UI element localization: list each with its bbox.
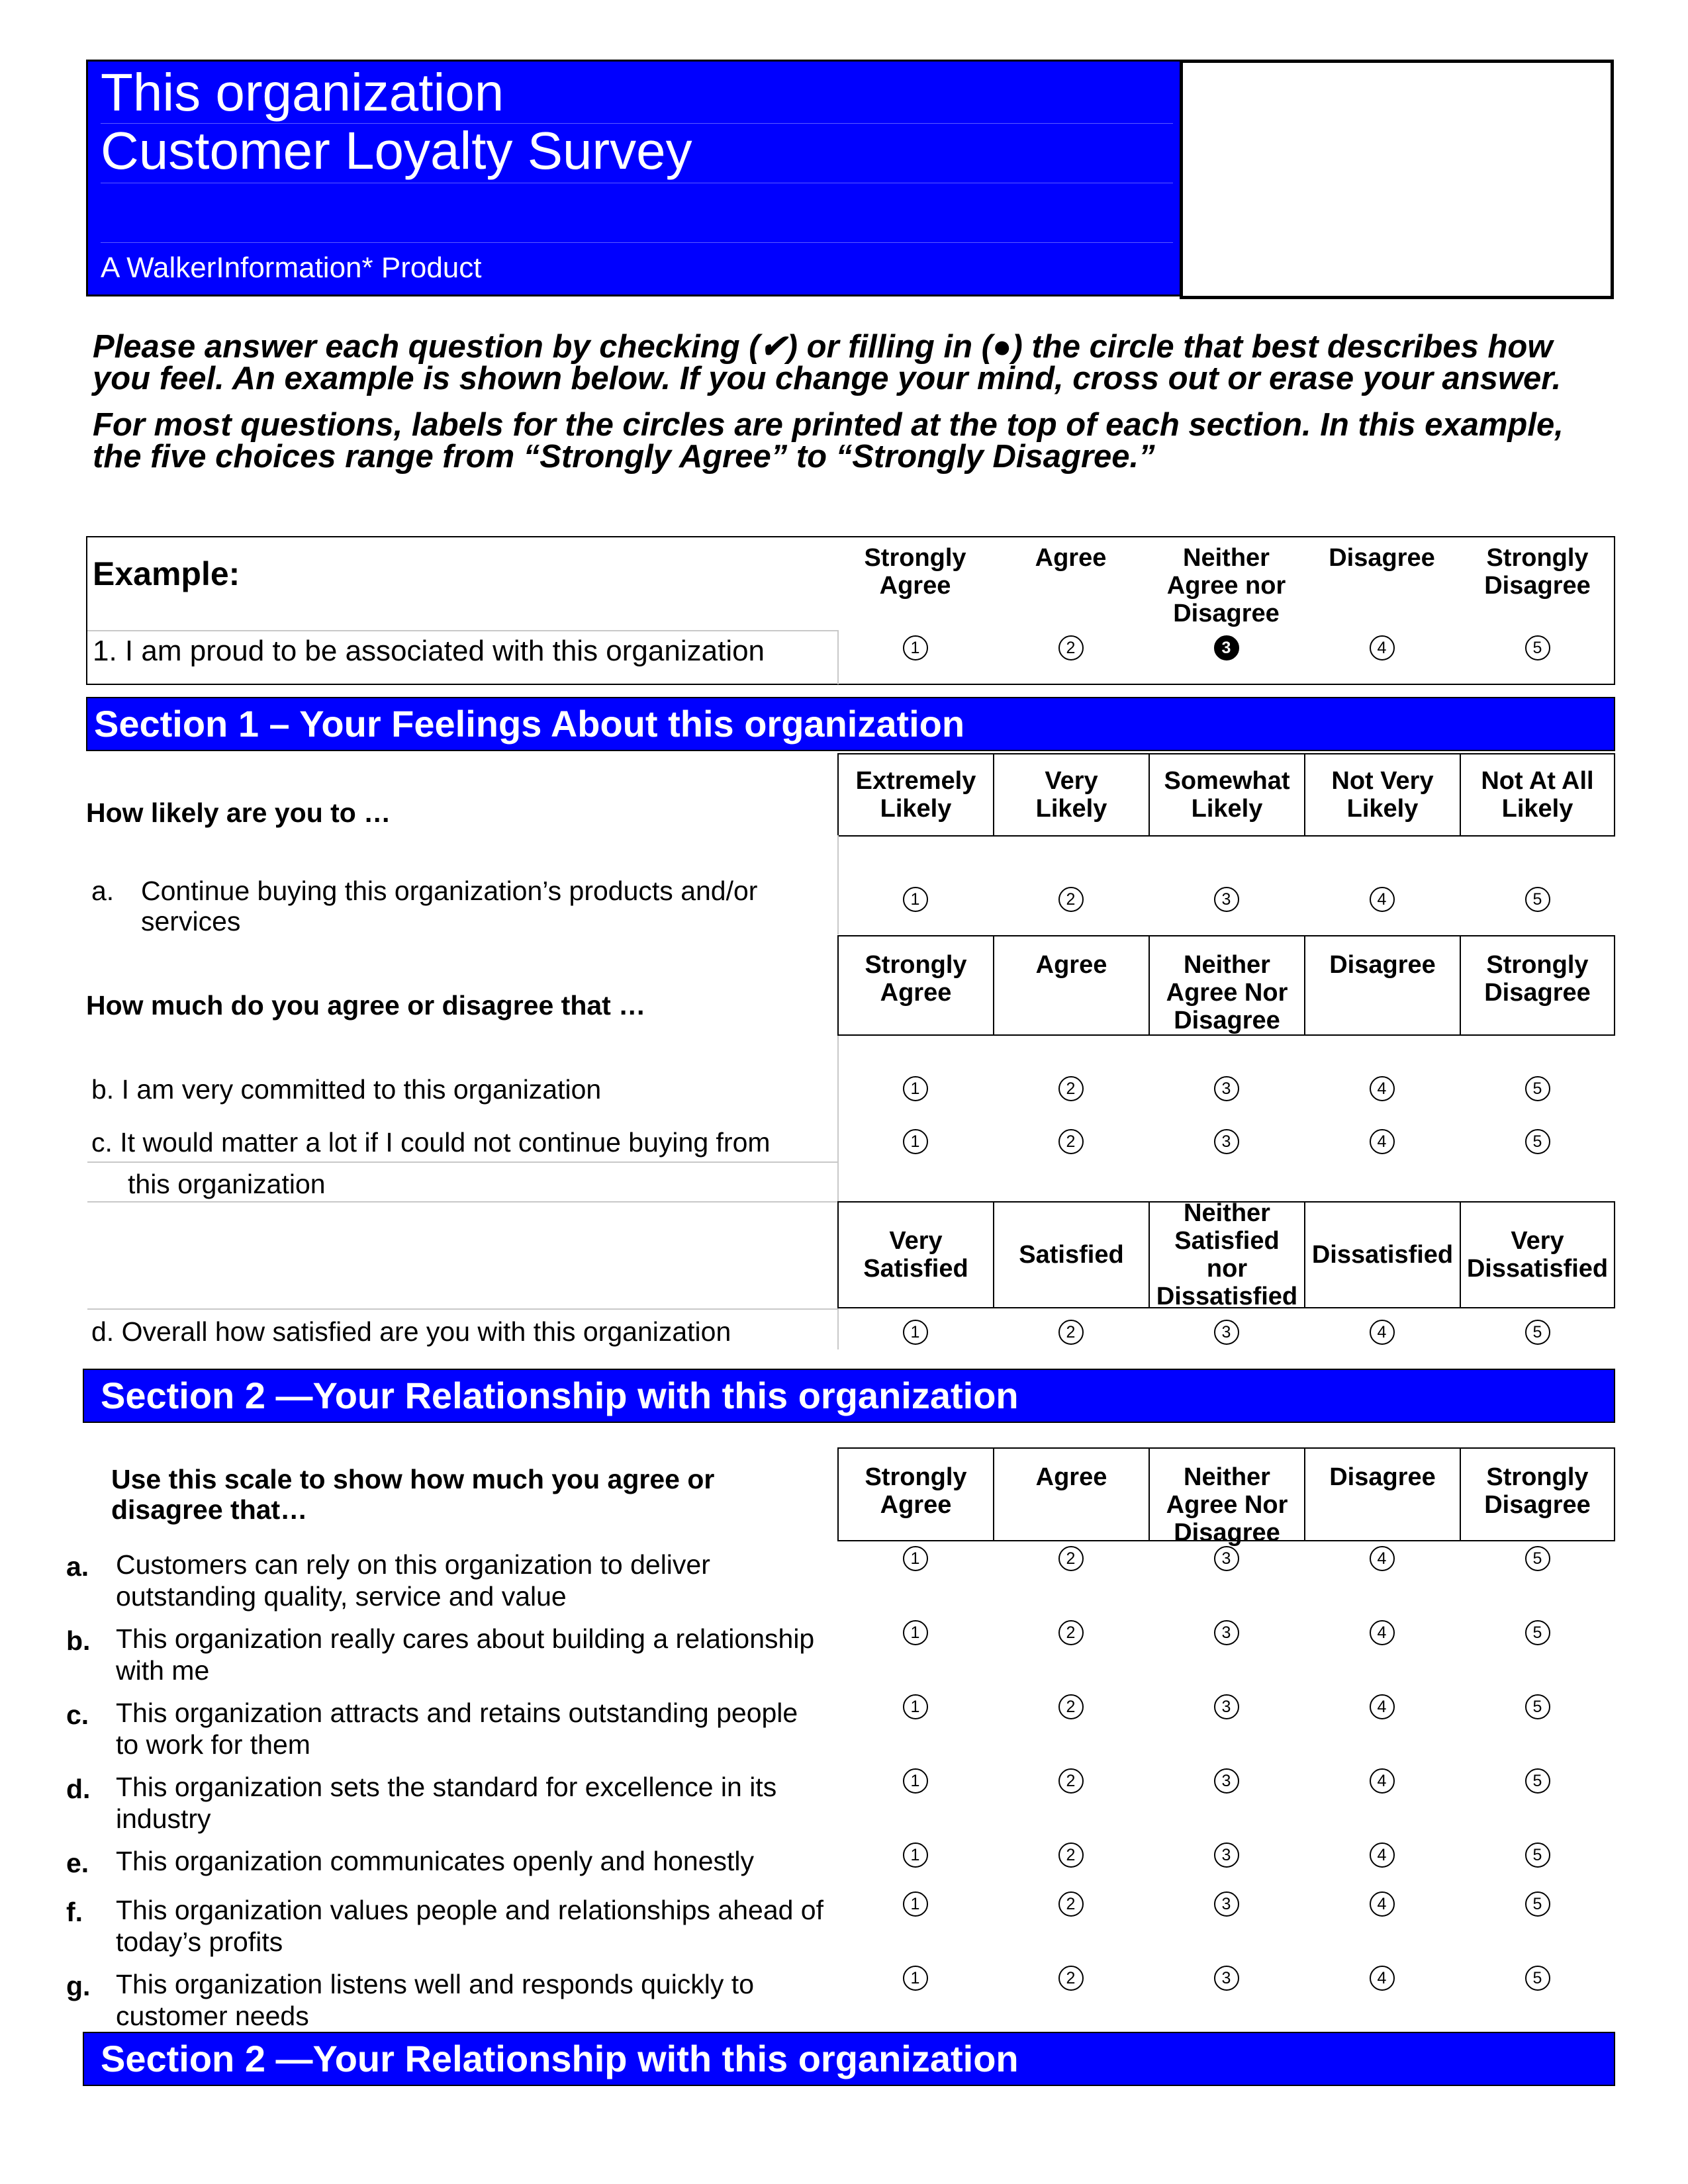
question-letter: a. <box>66 1551 89 1582</box>
answer-circle-1[interactable]: 1 <box>903 1320 928 1345</box>
column-header: Disagree <box>1329 544 1435 572</box>
section2-header <box>83 1369 1615 1423</box>
answer-circle-4[interactable]: 4 <box>1370 1694 1395 1719</box>
answer-circle-3[interactable]: 3 <box>1214 1620 1239 1645</box>
divider <box>87 1201 839 1203</box>
column-header: Strongly Disagree <box>1460 935 1615 1036</box>
section1-title: Section 1 – Your Feelings About this organization <box>94 703 965 745</box>
answer-circle-1[interactable]: 1 <box>903 635 928 660</box>
column-header: Strongly Disagree <box>1484 544 1591 600</box>
instructions-line: you feel. An example is shown below. If you change your mind, cross out or erase your answer. <box>93 361 1562 396</box>
question-c-line2: this organization <box>128 1169 326 1199</box>
question-text-line2: outstanding quality, service and value <box>116 1581 567 1612</box>
answer-circle-2[interactable]: 2 <box>1058 1320 1084 1345</box>
answer-circle-3[interactable]: 3 <box>1214 1966 1239 1991</box>
question-a-line2: services <box>141 906 241 936</box>
answer-circle-1[interactable]: 1 <box>903 1076 928 1101</box>
divider <box>837 630 839 684</box>
answer-circle-3[interactable]: 3 <box>1214 887 1239 912</box>
answer-circle-5[interactable]: 5 <box>1525 1129 1550 1154</box>
question-text-line1: This organization sets the standard for excellence in its <box>116 1772 777 1802</box>
answer-circle-2[interactable]: 2 <box>1058 1694 1084 1719</box>
answer-circle-4[interactable]: 4 <box>1370 635 1395 660</box>
question-c-line1: c. It would matter a lot if I could not continue buying from <box>91 1127 771 1158</box>
question-text-line2: with me <box>116 1655 210 1686</box>
answer-circle-4[interactable]: 4 <box>1370 1129 1395 1154</box>
column-header: Neither Satisfied nor Dissatisfied <box>1149 1201 1305 1308</box>
answer-circle-4[interactable]: 4 <box>1370 1966 1395 1991</box>
answer-circle-5[interactable]: 5 <box>1525 1694 1550 1719</box>
divider <box>87 630 839 631</box>
answer-circle-1[interactable]: 1 <box>903 1891 928 1917</box>
answer-circle-3[interactable]: 3 <box>1214 1891 1239 1917</box>
answer-circle-5[interactable]: 5 <box>1525 1843 1550 1868</box>
header-title-line1: This organization <box>101 63 504 122</box>
answer-circle-1[interactable]: 1 <box>903 1966 928 1991</box>
column-header: Dissatisfied <box>1304 1201 1461 1308</box>
column-header: Neither Agree nor Disagree <box>1166 544 1286 627</box>
question-text-line1: Customers can rely on this organization to deliver <box>116 1549 710 1580</box>
question-letter: e. <box>66 1848 89 1878</box>
question-a-line1: Continue buying this organization’s products and/or <box>141 876 758 906</box>
question-letter: f. <box>66 1897 83 1927</box>
question-d: d. Overall how satisfied are you with this organization <box>91 1316 731 1347</box>
column-header: Very Dissatisfied <box>1460 1201 1615 1308</box>
column-header: Somewhat Likely <box>1149 753 1305 837</box>
answer-circle-2[interactable]: 2 <box>1058 887 1084 912</box>
question-text-line1: This organization values people and relationships ahead of <box>116 1895 824 1925</box>
answer-circle-2[interactable]: 2 <box>1058 1768 1084 1794</box>
section2-repeat-title: Section 2 —Your Relationship with this organization <box>101 2038 1019 2079</box>
answer-circle-1[interactable]: 1 <box>903 1620 928 1645</box>
divider <box>87 1161 839 1163</box>
answer-circle-2[interactable]: 2 <box>1058 1620 1084 1645</box>
likely-prompt: How likely are you to … <box>86 797 391 828</box>
answer-circle-1[interactable]: 1 <box>903 887 928 912</box>
answer-circle-3[interactable]: 3 <box>1214 635 1239 660</box>
answer-circle-1[interactable]: 1 <box>903 1768 928 1794</box>
section1-header <box>86 697 1615 751</box>
answer-circle-1[interactable]: 1 <box>903 1843 928 1868</box>
question-text-line2: to work for them <box>116 1729 310 1760</box>
column-header: Extremely Likely <box>837 753 994 837</box>
instructions-line: Please answer each question by checking (✔) or filling in (●) the circle that best describes how <box>93 329 1553 365</box>
answer-circle-5[interactable]: 5 <box>1525 1620 1550 1645</box>
answer-circle-5[interactable]: 5 <box>1525 1966 1550 1991</box>
answer-circle-3[interactable]: 3 <box>1214 1768 1239 1794</box>
column-header: Not At All Likely <box>1460 753 1615 837</box>
example-question: 1. I am proud to be associated with this organization <box>93 635 765 667</box>
header-rule <box>101 242 1173 243</box>
answer-circle-4[interactable]: 4 <box>1370 1768 1395 1794</box>
answer-circle-2[interactable]: 2 <box>1058 1546 1084 1571</box>
section2-prompt-line2: disagree that… <box>111 1494 308 1525</box>
answer-circle-4[interactable]: 4 <box>1370 887 1395 912</box>
column-header: Agree <box>1035 544 1107 572</box>
answer-circle-3[interactable]: 3 <box>1214 1076 1239 1101</box>
answer-circle-2[interactable]: 2 <box>1058 635 1084 660</box>
answer-circle-5[interactable]: 5 <box>1525 1320 1550 1345</box>
answer-circle-5[interactable]: 5 <box>1525 1768 1550 1794</box>
answer-circle-1[interactable]: 1 <box>903 1546 928 1571</box>
divider <box>837 1036 839 1201</box>
column-header: Strongly Disagree <box>1460 1447 1615 1541</box>
answer-circle-2[interactable]: 2 <box>1058 1843 1084 1868</box>
answer-circle-2[interactable]: 2 <box>1058 1129 1084 1154</box>
question-letter: b. <box>66 1625 91 1656</box>
question-text-line1: This organization really cares about building a relationship <box>116 1623 815 1654</box>
answer-circle-1[interactable]: 1 <box>903 1694 928 1719</box>
divider <box>837 1308 839 1349</box>
answer-circle-3[interactable]: 3 <box>1214 1694 1239 1719</box>
answer-circle-4[interactable]: 4 <box>1370 1076 1395 1101</box>
column-header: Satisfied <box>993 1201 1150 1308</box>
header-empty-box <box>1180 60 1614 299</box>
section2-prompt-line1: Use this scale to show how much you agree or <box>111 1464 715 1494</box>
column-header: Strongly Agree <box>837 935 994 1036</box>
column-header: Agree <box>993 1447 1150 1541</box>
answer-circle-4[interactable]: 4 <box>1370 1546 1395 1571</box>
header-subtitle: A WalkerInformation* Product <box>101 251 482 284</box>
column-header: Neither Agree Nor Disagree <box>1149 1447 1305 1541</box>
answer-circle-4[interactable]: 4 <box>1370 1891 1395 1917</box>
question-text-line1: This organization communicates openly and honestly <box>116 1846 755 1876</box>
question-letter: a. <box>91 876 115 906</box>
question-letter: g. <box>66 1971 91 2001</box>
column-header: Strongly Agree <box>837 1447 994 1541</box>
header-title-line2: Customer Loyalty Survey <box>101 121 692 180</box>
answer-circle-5[interactable]: 5 <box>1525 887 1550 912</box>
answer-circle-5[interactable]: 5 <box>1525 635 1550 660</box>
answer-circle-2[interactable]: 2 <box>1058 1891 1084 1917</box>
question-letter: c. <box>66 1700 89 1730</box>
question-text-line1: This organization listens well and responds quickly to <box>116 1969 755 1999</box>
answer-circle-3[interactable]: 3 <box>1214 1546 1239 1571</box>
column-header: Neither Agree Nor Disagree <box>1149 935 1305 1036</box>
section2-title: Section 2 —Your Relationship with this organization <box>101 1375 1019 1416</box>
column-header: Disagree <box>1304 1447 1461 1541</box>
agree-prompt: How much do you agree or disagree that … <box>86 990 646 1021</box>
column-header: Agree <box>993 935 1150 1036</box>
question-text-line2: customer needs <box>116 2001 309 2031</box>
example-label: Example: <box>93 555 240 592</box>
instructions-line: For most questions, labels for the circles are printed at the top of each section. In this example, <box>93 407 1564 443</box>
section2-repeat-header <box>83 2032 1615 2086</box>
column-header: Strongly Agree <box>864 544 966 600</box>
question-b: b. I am very committed to this organization <box>91 1074 602 1105</box>
answer-circle-4[interactable]: 4 <box>1370 1843 1395 1868</box>
answer-circle-4[interactable]: 4 <box>1370 1620 1395 1645</box>
answer-circle-3[interactable]: 3 <box>1214 1843 1239 1868</box>
answer-circle-1[interactable]: 1 <box>903 1129 928 1154</box>
answer-circle-5[interactable]: 5 <box>1525 1546 1550 1571</box>
instructions-line: the five choices range from “Strongly Agree” to “Strongly Disagree.” <box>93 439 1155 475</box>
column-header: Very Likely <box>993 753 1150 837</box>
answer-circle-5[interactable]: 5 <box>1525 1076 1550 1101</box>
question-text-line2: industry <box>116 1803 211 1834</box>
answer-circle-5[interactable]: 5 <box>1525 1891 1550 1917</box>
column-header: Not Very Likely <box>1304 753 1461 837</box>
column-header: Disagree <box>1304 935 1461 1036</box>
column-header: Very Satisfied <box>837 1201 994 1308</box>
question-text-line1: This organization attracts and retains outstanding people <box>116 1698 798 1728</box>
question-letter: d. <box>66 1774 91 1804</box>
divider <box>87 1308 839 1310</box>
answer-circle-3[interactable]: 3 <box>1214 1320 1239 1345</box>
question-text-line2: today’s profits <box>116 1927 283 1957</box>
answer-circle-2[interactable]: 2 <box>1058 1966 1084 1991</box>
answer-circle-2[interactable]: 2 <box>1058 1076 1084 1101</box>
divider <box>837 835 839 934</box>
answer-circle-3[interactable]: 3 <box>1214 1129 1239 1154</box>
answer-circle-4[interactable]: 4 <box>1370 1320 1395 1345</box>
